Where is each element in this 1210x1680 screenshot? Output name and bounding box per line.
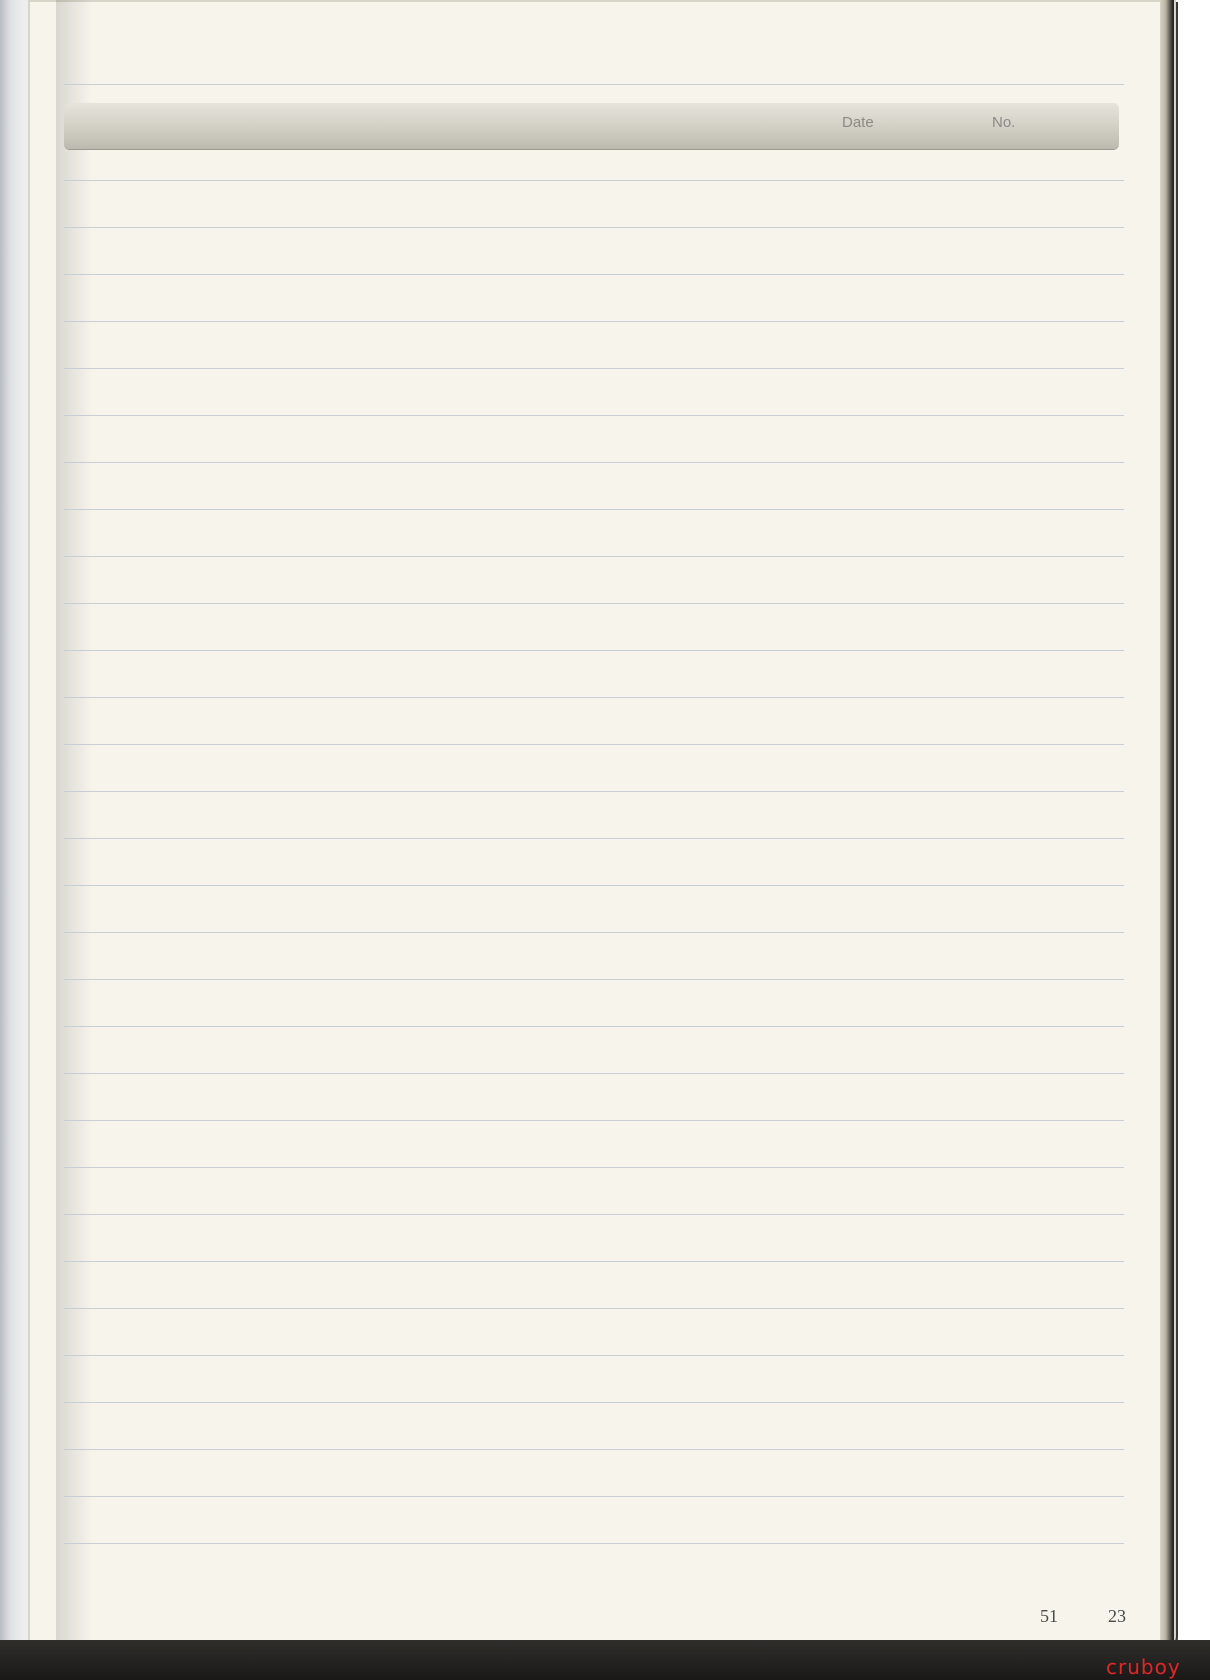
- handwritten-notes-area: [90, 170, 1130, 1590]
- number-label: No.: [992, 114, 1016, 131]
- ruled-line: [64, 84, 1124, 85]
- notebook-cover-edge: [0, 1640, 1210, 1680]
- page-number-right: 23: [1108, 1606, 1126, 1626]
- page-number-left: 51: [1040, 1606, 1058, 1626]
- spine-shadow: [56, 0, 92, 1662]
- date-header-bar: [64, 103, 1119, 149]
- page-edge: [1160, 0, 1174, 1662]
- date-label: Date: [842, 114, 874, 131]
- watermark: cruboy: [1106, 1655, 1181, 1679]
